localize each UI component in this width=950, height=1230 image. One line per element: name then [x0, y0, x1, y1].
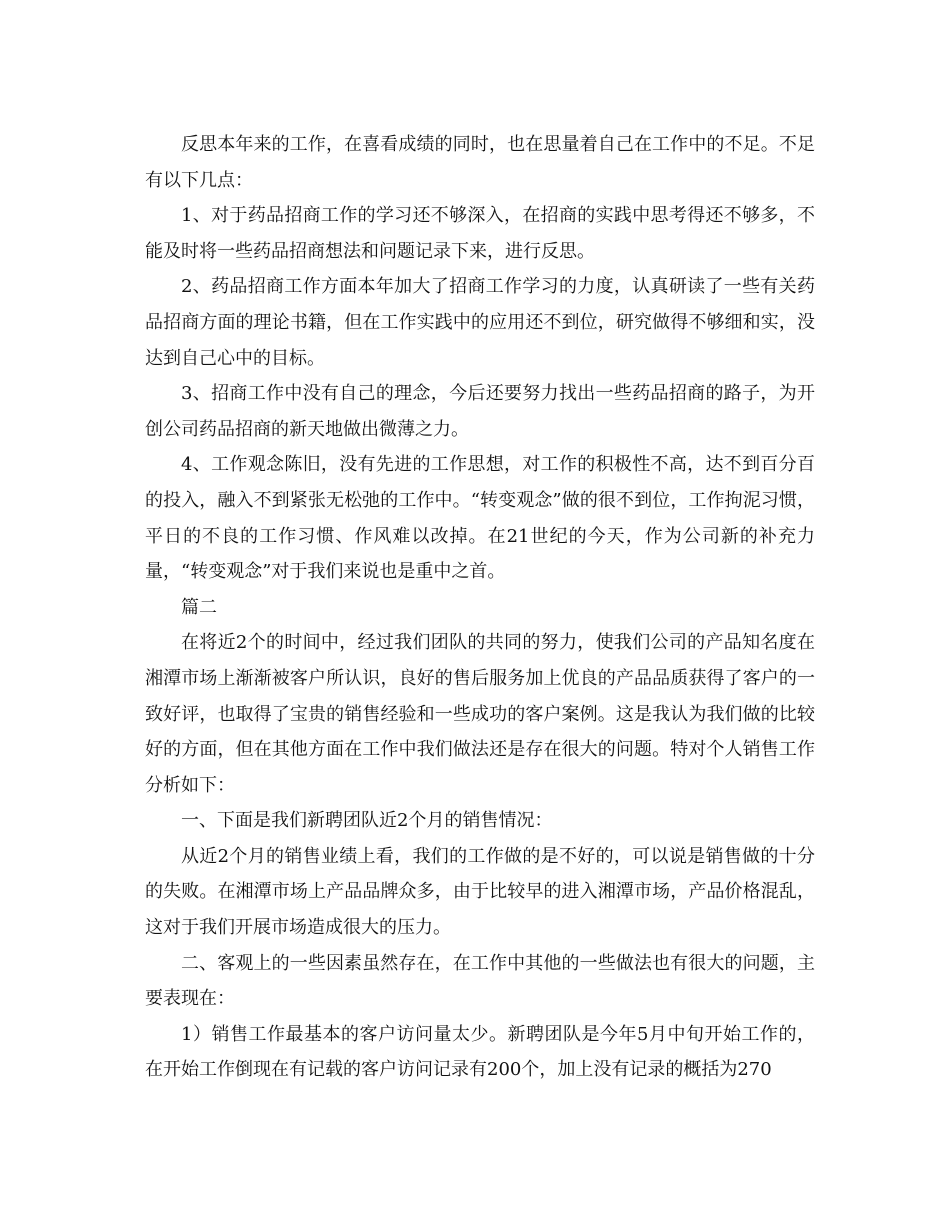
paragraph-point-1: 1、对于药品招商工作的学习还不够深入，在招商的实践中思考得还不够多，不能及时将一些药品招商想法和问题记录下来，进行反思。 [145, 205, 815, 262]
paragraph-point-3: 3、招商工作中没有自己的理念，今后还要努力找出一些药品招商的路子，为开创公司药品招商的新天地做出微薄之力。 [145, 383, 815, 440]
paragraph-point-2: 2、药品招商工作方面本年加大了招商工作学习的力度，认真研读了一些有关药品招商方面的理论书籍，但在工作实践中的应用还不到位，研究做得不够细和实，没达到自己心中的目标。 [145, 276, 815, 369]
section-heading: 篇二 [181, 596, 217, 618]
paragraph-sales-heading: 一、下面是我们新聘团队近2个月的销售情况： [181, 810, 553, 832]
paragraph-problem-1: 1）销售工作最基本的客户访问量太少。新聘团队是今年5月中旬开始工作的，在开始工作倒现在有记载的客户访问记录有200个，加上没有记录的概括为270 [145, 1023, 815, 1081]
paragraph-point-4: 4、工作观念陈旧，没有先进的工作思想，对工作的积极性不高，达不到百分百的投入，融入不到紧张无松弛的工作中。“转变观念”做的很不到位，工作拘泥习惯，平日的不良的工作习惯、作风难以改掉。在21世纪的今天，作为公司新的补充力量，“转变观念”对于我们来说也是重中之首。 [145, 454, 815, 583]
document-page [145, 127, 815, 1088]
paragraph-sales-analysis: 从近2个月的销售业绩上看，我们的工作做的是不好的，可以说是销售做的十分的失败。在湘潭市场上产品品牌众多，由于比较早的进入湘潭市场，产品价格混乱，这对于我们开展市场造成很大的压力。 [145, 845, 815, 939]
paragraph-intro: 反思本年来的工作，在喜看成绩的同时，也在思量着自己在工作中的不足。不足有以下几点： [145, 134, 815, 191]
paragraph-section-intro: 在将近2个的时间中，经过我们团队的共同的努力，使我们公司的产品知名度在湘潭市场上渐渐被客户所认识，良好的售后服务加上优良的产品品质获得了客户的一致好评，也取得了宝贵的销售经验和一些成功的客户案例。这是我认为我们做的比较好的方面，但在其他方面在工作中我们做法还是存在很大的问题。特对个人销售工作分析如下： [145, 632, 815, 796]
paragraph-problems-heading: 二、客观上的一些因素虽然存在，在工作中其他的一些做法也有很大的问题，主要表现在： [145, 952, 815, 1010]
